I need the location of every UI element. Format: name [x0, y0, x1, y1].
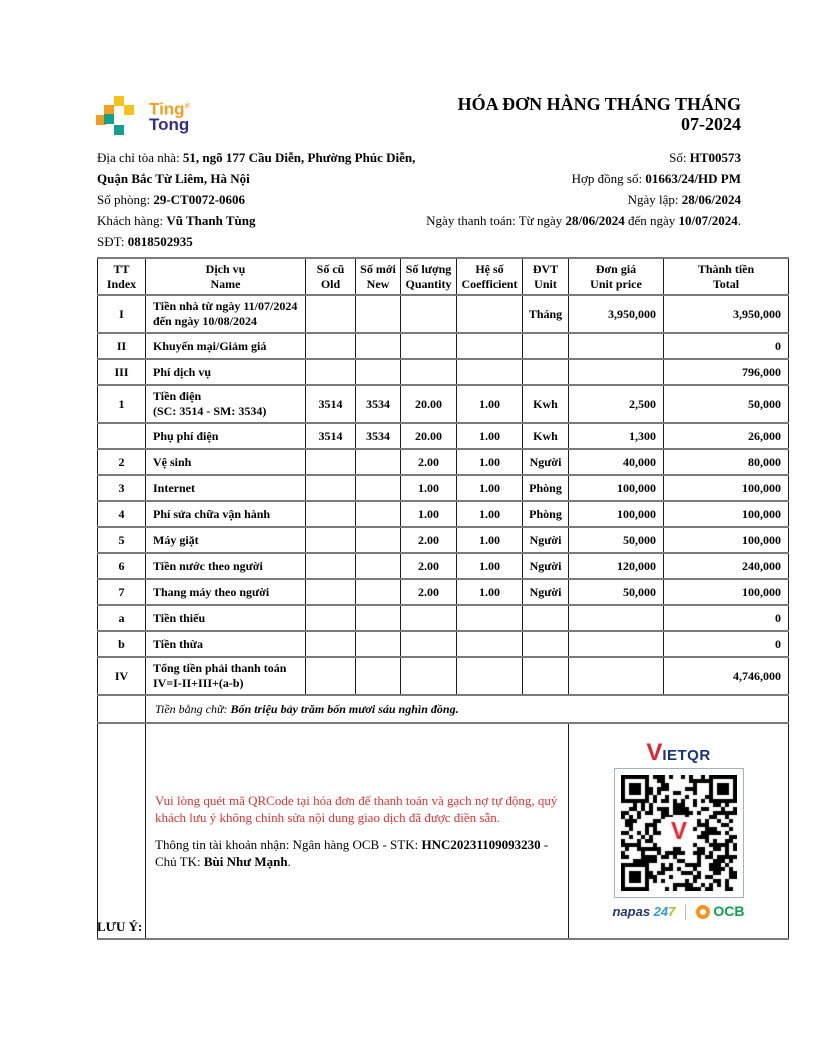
column-header-en: Coefficient — [461, 276, 518, 291]
napas-word: napas — [612, 904, 654, 919]
column-header-vi: Số lượng — [405, 261, 452, 276]
column-header-vi: TT — [113, 261, 130, 276]
invoice-number-value: HT00573 — [689, 150, 741, 165]
cell-quantity — [401, 631, 457, 657]
service-name-line1: Tiền thừa — [153, 636, 203, 651]
vietqr-iet: IET — [662, 746, 688, 764]
cell-total: 0 — [664, 333, 789, 359]
cell-quantity: 2.00 — [401, 579, 457, 605]
invoice-meta-block — [421, 147, 741, 231]
cell-name — [146, 449, 306, 475]
brand-separator — [685, 904, 686, 920]
column-header-cell — [401, 258, 457, 295]
cell-total: 26,000 — [664, 423, 789, 449]
napas-247-logo — [612, 904, 675, 919]
service-name-line1: Thang máy theo người — [153, 584, 270, 599]
column-header-cell — [306, 258, 356, 295]
cell-unit — [523, 657, 569, 695]
cell-quantity: 20.00 — [401, 385, 457, 423]
table-row — [98, 295, 789, 333]
cell-name — [146, 527, 306, 553]
cell-unit: Phòng — [523, 501, 569, 527]
cell-total: 50,000 — [664, 385, 789, 423]
cell-total: 4,746,000 — [664, 657, 789, 695]
tingtong-logo-icon — [96, 96, 142, 134]
address-line — [97, 147, 435, 189]
cell-unit: Người — [523, 449, 569, 475]
cell-quantity — [401, 657, 457, 695]
cell-name — [146, 359, 306, 385]
payment-to-date: 10/07/2024 — [678, 213, 738, 228]
column-header-cell — [569, 258, 664, 295]
cell-total: 240,000 — [664, 553, 789, 579]
cell-name — [146, 631, 306, 657]
cell-coefficient — [457, 657, 523, 695]
table-row — [98, 501, 789, 527]
cell-total: 100,000 — [664, 475, 789, 501]
cell-unit: Người — [523, 527, 569, 553]
cell-old-reading — [306, 579, 356, 605]
cell-total: 796,000 — [664, 359, 789, 385]
cell-coefficient — [457, 359, 523, 385]
service-name-line2: IV=I-II+III+(a-b) — [153, 676, 244, 690]
vietqr-logo — [573, 738, 784, 766]
cell-coefficient: 1.00 — [457, 527, 523, 553]
qr-code-canvas — [621, 775, 737, 891]
address-value: 51, ngõ 177 Cầu Diễn, Phường Phúc Diễn, Quận Bắc Từ Liêm, Hà Nội — [97, 150, 416, 186]
cell-index: 7 — [98, 579, 146, 605]
cell-index: 5 — [98, 527, 146, 553]
table-row — [98, 333, 789, 359]
service-name-line1: Phụ phí điện — [153, 428, 219, 443]
payment-period-line — [421, 210, 741, 231]
cell-new-reading — [356, 631, 401, 657]
cell-total: 0 — [664, 605, 789, 631]
cell-name — [146, 579, 306, 605]
service-name-line2: (SC: 3514 - SM: 3534) — [153, 404, 267, 418]
cell-unit: Kwh — [523, 385, 569, 423]
cell-index: 6 — [98, 553, 146, 579]
account-number: HNC20231109093230 — [421, 837, 541, 852]
cell-quantity — [401, 295, 457, 333]
service-name-line1: Vệ sinh — [153, 454, 192, 469]
cell-index: 3 — [98, 475, 146, 501]
invoice-number-label: Số: — [669, 150, 690, 165]
cell-unit-price: 3,950,000 — [569, 295, 664, 333]
cell-new-reading — [356, 449, 401, 475]
building-info-block — [97, 147, 435, 252]
cell-coefficient: 1.00 — [457, 579, 523, 605]
phone-line — [97, 231, 435, 252]
cell-new-reading — [356, 501, 401, 527]
service-name-line1: Máy giặt — [153, 532, 199, 547]
column-header-vi: Thành tiền — [697, 261, 755, 276]
cell-total: 80,000 — [664, 449, 789, 475]
cell-unit-price: 50,000 — [569, 527, 664, 553]
table-row — [98, 475, 789, 501]
cell-unit — [523, 631, 569, 657]
column-header-vi: Số mới — [360, 261, 396, 276]
cell-coefficient — [457, 333, 523, 359]
service-name-line2: đến ngày 10/08/2024 — [153, 314, 258, 328]
cell-coefficient: 1.00 — [457, 385, 523, 423]
cell-unit: Người — [523, 553, 569, 579]
cell-total: 3,950,000 — [664, 295, 789, 333]
service-name-line1: Tiền nước theo người — [153, 558, 263, 573]
cell-name — [146, 605, 306, 631]
contract-label: Hợp đồng số: — [571, 171, 646, 186]
invoice-table — [97, 257, 789, 940]
cell-name — [146, 385, 306, 423]
amount-in-words-value: Bốn triệu bảy trăm bốn mươi sáu nghìn đồng. — [230, 701, 459, 716]
column-header-vi: Hệ số — [475, 261, 504, 276]
table-row — [98, 359, 789, 385]
cell-old-reading — [306, 295, 356, 333]
logo-word-ting: Ting — [149, 99, 185, 119]
amount-in-words-row — [98, 695, 789, 723]
qr-row — [98, 723, 789, 939]
cell-index: III — [98, 359, 146, 385]
customer-label: Khách hàng: — [97, 213, 167, 228]
cell-coefficient: 1.00 — [457, 501, 523, 527]
cell-empty — [98, 695, 146, 723]
ocb-word: OCB — [713, 903, 745, 919]
cell-new-reading — [356, 605, 401, 631]
logo-word-tong: Tong — [149, 114, 190, 134]
column-header-en: Index — [106, 276, 137, 291]
cell-unit: Phòng — [523, 475, 569, 501]
cell-new-reading — [356, 657, 401, 695]
cell-unit-price — [569, 359, 664, 385]
cell-index: b — [98, 631, 146, 657]
cell-index — [98, 423, 146, 449]
amount-in-words-label: Tiền bằng chữ: — [155, 701, 231, 716]
table-row — [98, 449, 789, 475]
cell-new-reading — [356, 295, 401, 333]
cell-coefficient — [457, 605, 523, 631]
payment-period-label: Ngày thanh toán: Từ ngày — [426, 213, 566, 228]
cell-new-reading: 3534 — [356, 385, 401, 423]
cell-coefficient — [457, 631, 523, 657]
issue-date-line — [421, 189, 741, 210]
cell-old-reading — [306, 553, 356, 579]
column-header-vi: ĐVT — [532, 261, 559, 276]
service-name-line1: Internet — [153, 480, 195, 495]
cell-index: II — [98, 333, 146, 359]
cell-old-reading — [306, 527, 356, 553]
qr-code-frame — [614, 768, 744, 898]
service-name-line1: Tiền điện — [153, 389, 202, 403]
cell-new-reading — [356, 527, 401, 553]
cell-name — [146, 475, 306, 501]
cell-unit: Người — [523, 579, 569, 605]
cell-name — [146, 333, 306, 359]
cell-index: a — [98, 605, 146, 631]
column-header-en: Name — [210, 276, 241, 291]
cell-quantity — [401, 333, 457, 359]
ocb-ring-icon — [696, 905, 710, 919]
column-header-cell — [523, 258, 569, 295]
payment-instructions-cell — [146, 723, 569, 939]
cell-name — [146, 501, 306, 527]
cell-unit-price: 40,000 — [569, 449, 664, 475]
contract-line — [421, 168, 741, 189]
column-header-en: Unit price — [590, 276, 642, 291]
column-header-vi: Số cũ — [316, 261, 345, 276]
payment-period-mid: đến ngày — [624, 213, 679, 228]
table-header-row — [98, 258, 789, 295]
qr-code-cell — [569, 723, 789, 939]
cell-total: 0 — [664, 631, 789, 657]
cell-old-reading: 3514 — [306, 423, 356, 449]
cell-old-reading — [306, 501, 356, 527]
cell-old-reading: 3514 — [306, 385, 356, 423]
cell-old-reading — [306, 631, 356, 657]
table-row — [98, 423, 789, 449]
cell-quantity — [401, 359, 457, 385]
cell-old-reading — [306, 449, 356, 475]
service-name-line1: Tiền thiếu — [153, 610, 206, 625]
invoice-table-body — [98, 295, 789, 695]
cell-quantity: 2.00 — [401, 553, 457, 579]
service-name-line1: Phí dịch vụ — [153, 364, 212, 379]
cell-unit-price: 120,000 — [569, 553, 664, 579]
cell-index: 2 — [98, 449, 146, 475]
service-name-line1: Phí sửa chữa vận hành — [153, 506, 271, 521]
room-value: 29-CT0072-0606 — [153, 192, 246, 207]
column-header-en: Total — [712, 276, 740, 291]
vietqr-v: V — [646, 738, 663, 766]
column-header-en: Unit — [534, 276, 557, 291]
cell-unit-price — [569, 605, 664, 631]
cell-unit — [523, 359, 569, 385]
account-info-line — [155, 836, 558, 870]
room-line — [97, 189, 435, 210]
cell-old-reading — [306, 475, 356, 501]
cell-index: 1 — [98, 385, 146, 423]
invoice-title: HÓA ĐƠN HÀNG THÁNG THÁNG 07-2024 — [457, 94, 741, 134]
cell-quantity: 1.00 — [401, 475, 457, 501]
qr-warning-note: Vui lòng quét mã QRCode tại hóa đơn để thanh toán và gạch nợ tự động, quý khách lưu ý không chỉnh sửa nội dung giao dịch đã được điền sẵn. — [155, 793, 558, 825]
issue-date-value: 28/06/2024 — [681, 192, 741, 207]
table-row — [98, 631, 789, 657]
cell-new-reading — [356, 579, 401, 605]
cell-quantity: 20.00 — [401, 423, 457, 449]
cell-unit-price: 100,000 — [569, 475, 664, 501]
cell-quantity: 1.00 — [401, 501, 457, 527]
cell-old-reading — [306, 333, 356, 359]
cell-index: 4 — [98, 501, 146, 527]
cell-name — [146, 423, 306, 449]
cell-old-reading — [306, 359, 356, 385]
cell-index: I — [98, 295, 146, 333]
customer-line — [97, 210, 435, 231]
table-row — [98, 605, 789, 631]
service-name-line1: Khuyến mại/Giảm giá — [153, 338, 267, 353]
issue-date-label: Ngày lập: — [627, 192, 682, 207]
phone-value: 0818502935 — [127, 234, 193, 249]
cell-total: 100,000 — [664, 501, 789, 527]
napas-7: 7 — [668, 904, 676, 919]
cell-unit-price: 1,300 — [569, 423, 664, 449]
cell-coefficient: 1.00 — [457, 449, 523, 475]
room-label: Số phòng: — [97, 192, 154, 207]
payment-period-end: . — [737, 213, 741, 228]
cell-unit-price: 100,000 — [569, 501, 664, 527]
cell-unit — [523, 605, 569, 631]
cell-new-reading: 3534 — [356, 423, 401, 449]
cell-quantity: 2.00 — [401, 527, 457, 553]
column-header-en: Quantity — [405, 276, 452, 291]
footer-note-label: LƯU Ý: — [97, 919, 143, 934]
tingtong-logo-text — [149, 96, 190, 132]
column-header-cell — [664, 258, 789, 295]
column-header-en: New — [366, 276, 390, 291]
table-row — [98, 527, 789, 553]
cell-old-reading — [306, 605, 356, 631]
account-holder: Bùi Như Mạnh — [203, 854, 288, 869]
vietqr-qr: QR — [687, 746, 711, 764]
cell-new-reading — [356, 359, 401, 385]
column-header-en: Old — [320, 276, 341, 291]
cell-name — [146, 553, 306, 579]
cell-name — [146, 295, 306, 333]
cell-unit-price — [569, 333, 664, 359]
tingtong-logo — [96, 96, 190, 134]
table-row — [98, 579, 789, 605]
cell-unit — [523, 333, 569, 359]
cell-unit: Tháng — [523, 295, 569, 333]
cell-total: 100,000 — [664, 527, 789, 553]
contract-value: 01663/24/HD PM — [645, 171, 741, 186]
cell-new-reading — [356, 333, 401, 359]
amount-in-words-cell — [146, 695, 789, 723]
account-label: Thông tin tài khoản nhận: Ngân hàng OCB - STK: — [155, 837, 422, 852]
account-end: . — [287, 854, 291, 869]
napas-24: 24 — [653, 904, 669, 919]
cell-coefficient: 1.00 — [457, 553, 523, 579]
address-label: Địa chỉ tòa nhà: — [97, 150, 183, 165]
column-header-cell — [146, 258, 306, 295]
cell-quantity: 2.00 — [401, 449, 457, 475]
invoice-number-line — [421, 147, 741, 168]
customer-value: Vũ Thanh Tùng — [166, 213, 256, 228]
column-header-cell — [98, 258, 146, 295]
cell-quantity — [401, 605, 457, 631]
cell-unit-price — [569, 631, 664, 657]
cell-total: 100,000 — [664, 579, 789, 605]
payment-from-date: 28/06/2024 — [565, 213, 625, 228]
column-header-cell — [457, 258, 523, 295]
table-row — [98, 385, 789, 423]
cell-name — [146, 657, 306, 695]
cell-unit: Kwh — [523, 423, 569, 449]
cell-index: IV — [98, 657, 146, 695]
account-mid: - Chủ TK: — [155, 837, 549, 869]
cell-coefficient: 1.00 — [457, 423, 523, 449]
cell-unit-price — [569, 657, 664, 695]
cell-old-reading — [306, 657, 356, 695]
column-header-cell — [356, 258, 401, 295]
cell-empty — [98, 723, 146, 939]
cell-unit-price: 2,500 — [569, 385, 664, 423]
service-name-line1: Tiền nhà từ ngày 11/07/2024 — [153, 299, 298, 313]
phone-label: SĐT: — [97, 234, 128, 249]
cell-unit-price: 50,000 — [569, 579, 664, 605]
invoice-table-footer — [98, 695, 789, 939]
table-row — [98, 657, 789, 695]
cell-coefficient: 1.00 — [457, 475, 523, 501]
cell-new-reading — [356, 475, 401, 501]
payment-brands-row — [573, 904, 784, 920]
table-row — [98, 553, 789, 579]
cell-coefficient — [457, 295, 523, 333]
registered-mark: ® — [184, 103, 190, 110]
column-header-vi: Đơn giá — [595, 261, 637, 276]
ocb-logo — [696, 904, 744, 919]
service-name-line1: Tổng tiền phải thanh toán — [153, 661, 287, 675]
column-header-vi: Dịch vụ — [205, 261, 246, 276]
cell-new-reading — [356, 553, 401, 579]
